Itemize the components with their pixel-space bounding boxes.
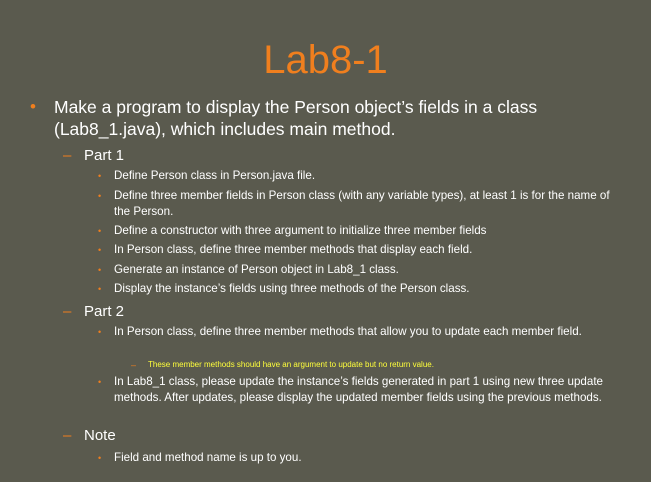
bullet-icon: • (98, 284, 102, 294)
intro-text: Make a program to display the Person object’s fields in a class (Lab8_1.java), which includes main method. (54, 97, 538, 139)
dash-icon: – (63, 147, 72, 164)
bullet-icon: • (98, 265, 102, 275)
list-item: In Lab8_1 class, please update the instance’s fields generated in part 1 using new three update methods. After updates, please display the updated member fields using the previous methods. (114, 375, 603, 404)
sub-note: These member methods should have an argument to update but no return value. (148, 360, 434, 369)
bullet-icon: • (98, 453, 102, 463)
list-item: Define a constructor with three argument to initialize three member fields (114, 224, 487, 237)
list-item: Display the instance’s fields using three methods of the Person class. (114, 282, 470, 295)
bullet-icon: • (98, 191, 102, 201)
note-heading: Note (84, 427, 116, 444)
dash-icon: – (63, 427, 72, 444)
dash-icon: – (63, 303, 72, 320)
list-item: Generate an instance of Person object in Lab8_1 class. (114, 263, 399, 276)
slide-title: Lab8-1 (263, 38, 388, 82)
list-item: In Person class, define three member methods that allow you to update each member field. (114, 325, 582, 338)
list-item: In Person class, define three member methods that display each field. (114, 243, 473, 256)
list-item: Field and method name is up to you. (114, 451, 302, 464)
part1-heading: Part 1 (84, 147, 125, 164)
bullet-icon: • (98, 327, 102, 337)
dash-icon: – (131, 360, 137, 370)
bullet-icon: • (98, 171, 102, 181)
list-item: Define Person class in Person.java file. (114, 169, 316, 182)
bullet-icon: • (98, 226, 102, 236)
part2-heading: Part 2 (84, 303, 125, 320)
bullet-icon: • (98, 245, 102, 255)
bullet-icon: • (30, 97, 36, 116)
list-item: Define three member fields in Person class (with any variable types), at least 1 is for the name of the Person. (114, 189, 610, 218)
bullet-icon: • (98, 377, 102, 387)
